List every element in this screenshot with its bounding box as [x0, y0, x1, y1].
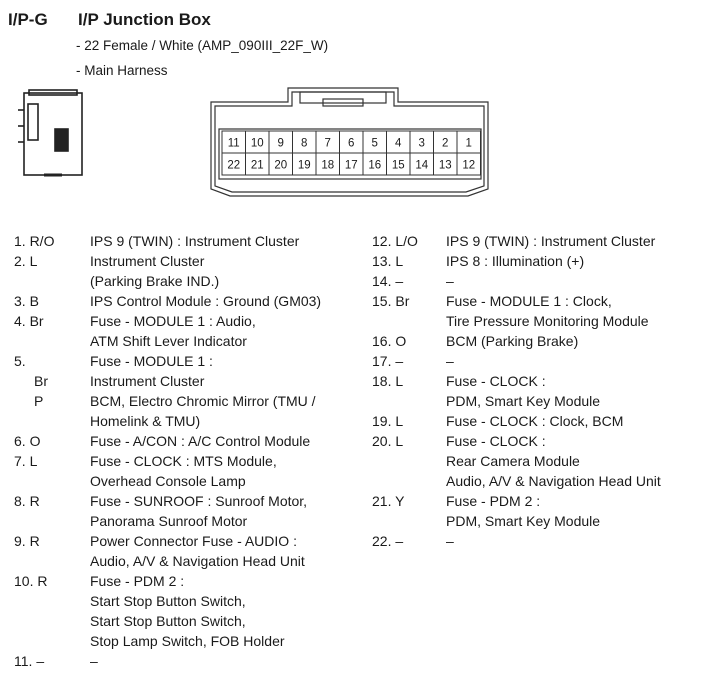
pin-cell-label: 11 [227, 137, 240, 150]
pin-number: 5. [14, 353, 26, 369]
pin-entry [372, 351, 697, 371]
pin-cell-label: 18 [321, 159, 335, 172]
pin-number: 15. Br [372, 293, 410, 309]
pin-description: IPS 9 (TWIN) : Instrument Cluster [90, 233, 300, 249]
pin-cell-label: 22 [227, 159, 241, 172]
pin-cell-label: 21 [250, 159, 264, 172]
pin-number: 8. R [14, 493, 40, 509]
pin-cell-label: 12 [462, 159, 476, 172]
pin-number: 21. Y [372, 493, 405, 509]
pin-description: Audio, A/V & Navigation Head Unit [90, 553, 305, 569]
connector-code: I/P-G [8, 10, 48, 29]
pin-description: Audio, A/V & Navigation Head Unit [446, 473, 661, 489]
pin-description: Start Stop Button Switch, [90, 593, 246, 609]
pin-description: Instrument Cluster [90, 253, 205, 269]
pin-number: 2. L [14, 253, 38, 269]
pin-description: Tire Pressure Monitoring Module [446, 313, 649, 329]
pin-cell-label: 10 [250, 137, 264, 150]
pin-entry [14, 451, 364, 491]
pin-description: BCM, Electro Chromic Mirror (TMU / [90, 393, 316, 409]
pin-cell-label: 1 [465, 137, 472, 150]
pin-description: Fuse - A/CON : A/C Control Module [90, 433, 311, 449]
pin-description: – [446, 353, 454, 369]
pin-description: Fuse - MODULE 1 : Clock, [446, 293, 612, 309]
pin-entry [14, 491, 364, 531]
pin-entry [14, 431, 364, 451]
pin-cell-label: 5 [371, 137, 378, 150]
pin-cell-label: 7 [324, 137, 331, 150]
pin-description: Panorama Sunroof Motor [90, 513, 248, 529]
pin-number: 12. L/O [372, 233, 418, 249]
pin-cell-label: 6 [348, 137, 355, 150]
pin-wire-color: Br [34, 373, 48, 389]
pin-cell-label: 17 [344, 159, 358, 172]
pin-number: 10. R [14, 573, 48, 589]
connector-diagram [0, 80, 702, 220]
pin-wire-color: P [34, 393, 44, 409]
pin-number: 20. L [372, 433, 404, 449]
pin-cell-label: 3 [418, 137, 425, 150]
pin-entry [372, 231, 697, 251]
pin-cell-label: 8 [301, 137, 308, 150]
pin-entry [372, 431, 697, 491]
pin-entry [14, 311, 364, 351]
pin-entry [14, 571, 364, 651]
pin-description: IPS 8 : Illumination (+) [446, 253, 585, 269]
pin-number: 11. – [14, 653, 45, 669]
pin-entry [14, 351, 364, 371]
pin-cell-label: 16 [368, 159, 382, 172]
pin-description: Stop Lamp Switch, FOB Holder [90, 633, 285, 649]
pin-description: Fuse - CLOCK : [446, 433, 546, 449]
pin-description: Fuse - MODULE 1 : Audio, [90, 313, 256, 329]
pin-number: 18. L [372, 373, 404, 389]
pin-grid [222, 131, 481, 175]
pin-description: Fuse - CLOCK : MTS Module, [90, 453, 277, 469]
pin-entry [372, 291, 697, 331]
pin-number: 16. O [372, 333, 407, 349]
pin-description: – [446, 533, 454, 549]
pin-number: 22. – [372, 533, 404, 549]
pin-entry [372, 411, 697, 431]
pin-cell-label: 13 [438, 159, 452, 172]
pin-entry [14, 291, 364, 311]
pin-description: – [446, 273, 454, 289]
pin-cell-label: 19 [297, 159, 311, 172]
pin-description: Fuse - CLOCK : Clock, BCM [446, 413, 624, 429]
junction-box-locator-icon [18, 90, 82, 175]
pin-number: 7. L [14, 453, 38, 469]
pin-entry [372, 371, 697, 411]
pin-description: Fuse - MODULE 1 : [90, 353, 213, 369]
pin-entry [14, 531, 364, 571]
pin-number: 6. O [14, 433, 41, 449]
pin-entry [14, 231, 364, 251]
pin-cell-label: 20 [274, 159, 288, 172]
harness-spec: - Main Harness [76, 63, 168, 78]
pin-cell-label: 4 [395, 137, 402, 150]
pin-description: ATM Shift Lever Indicator [90, 333, 247, 349]
pin-description: Fuse - PDM 2 : [90, 573, 185, 589]
pin-entry [372, 251, 697, 271]
pin-cell-label: 2 [442, 137, 449, 150]
pin-description: Fuse - PDM 2 : [446, 493, 541, 509]
pin-description: Overhead Console Lamp [90, 473, 246, 489]
pin-entry [372, 491, 697, 531]
pin-description: BCM (Parking Brake) [446, 333, 579, 349]
pin-description: PDM, Smart Key Module [446, 393, 601, 409]
pin-description: Power Connector Fuse - AUDIO : [90, 533, 297, 549]
connector-title: I/P Junction Box [78, 10, 211, 29]
pin-description: Instrument Cluster [90, 373, 205, 389]
pin-description: Fuse - SUNROOF : Sunroof Motor, [90, 493, 308, 509]
pin-description: Start Stop Button Switch, [90, 613, 246, 629]
pin-number: 19. L [372, 413, 404, 429]
pin-description: Rear Camera Module [446, 453, 580, 469]
pin-number: 13. L [372, 253, 404, 269]
pin-cell-label: 14 [415, 159, 429, 172]
pin-entry [14, 371, 364, 391]
pin-number: 9. R [14, 533, 40, 549]
pin-entry [14, 651, 364, 671]
pin-number: 17. – [372, 353, 404, 369]
pin-cell-label: 15 [391, 159, 405, 172]
pin-description: IPS Control Module : Ground (GM03) [90, 293, 322, 309]
pin-number: 4. Br [14, 313, 44, 329]
pin-list-right [372, 231, 697, 551]
pin-entry [372, 271, 697, 291]
pin-entry [372, 331, 697, 351]
pin-cell-label: 9 [277, 137, 284, 150]
pin-list-left [14, 231, 364, 671]
pin-number: 3. B [14, 293, 39, 309]
pin-description: (Parking Brake IND.) [90, 273, 220, 289]
pin-entry [14, 251, 364, 291]
pin-description: Fuse - CLOCK : [446, 373, 546, 389]
pin-entry [372, 531, 697, 551]
pin-entry [14, 391, 364, 431]
pin-number: 1. R/O [14, 233, 55, 249]
pin-description: Homelink & TMU) [90, 413, 201, 429]
pin-description: PDM, Smart Key Module [446, 513, 601, 529]
pin-description: – [90, 653, 98, 669]
connector-spec: - 22 Female / White (AMP_090III_22F_W) [76, 38, 329, 53]
pin-number: 14. – [372, 273, 404, 289]
pin-description: IPS 9 (TWIN) : Instrument Cluster [446, 233, 656, 249]
